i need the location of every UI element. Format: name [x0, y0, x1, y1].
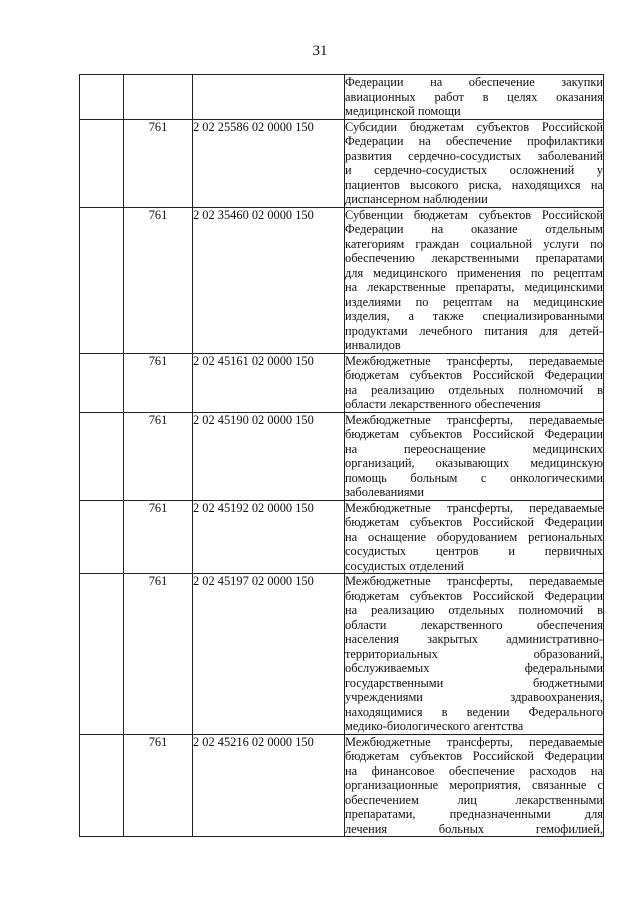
text-line: диспансерном наблюдении	[345, 192, 488, 206]
table-row	[80, 353, 604, 412]
empty-cell	[80, 574, 124, 735]
text-line: Межбюджетные трансферты, передаваемые	[345, 734, 603, 749]
text-line: бюджетам субъектов Российской Федерации	[345, 368, 603, 382]
text-line: бюджетам субъектов Российской Федерации	[345, 588, 603, 603]
text-line: препаратами, предназначенными для	[345, 807, 603, 821]
text-line: медицинской помощи	[345, 104, 461, 118]
text-line: заболеваниями	[345, 485, 425, 499]
text-line: изделиями по рецептам на медицинские	[345, 294, 603, 309]
text-line: государственными бюджетными	[345, 675, 603, 690]
revenue-code-cell: 2 02 25586 02 0000 150	[193, 119, 345, 207]
text-line: находящимися в ведении Федерального	[345, 704, 603, 719]
administrator-code-cell: 761	[124, 500, 193, 574]
text-line: на реализацию отдельных полномочий в	[345, 382, 603, 397]
text-line: бюджетам субъектов Российской Федерации	[345, 749, 603, 763]
revenue-code-cell: 2 02 45197 02 0000 150	[193, 574, 345, 735]
text-line: учреждениями здравоохранения,	[345, 690, 603, 704]
revenue-code-cell	[193, 75, 345, 120]
text-line: изделия, а также специализированными	[345, 309, 603, 323]
text-line: бюджетам субъектов Российской Федерации	[345, 515, 603, 529]
text-line: Федерации на обеспечение профилактики	[345, 134, 603, 148]
empty-cell	[80, 500, 124, 574]
administrator-code-cell: 761	[124, 353, 193, 412]
table-row	[80, 574, 604, 735]
text-line: пациентов высокого риска, находящихся на	[345, 177, 603, 192]
empty-cell	[80, 207, 124, 353]
administrator-code-cell: 761	[124, 119, 193, 207]
empty-cell	[80, 75, 124, 120]
table-row	[80, 75, 604, 120]
revenue-name-cell	[345, 574, 604, 735]
revenue-name-cell	[345, 119, 604, 207]
table-row	[80, 734, 604, 837]
text-line: на реализацию отдельных полномочий в	[345, 603, 603, 617]
page-number: 31	[312, 43, 328, 59]
empty-cell	[80, 734, 124, 837]
administrator-code-cell: 761	[124, 207, 193, 353]
revenue-code-cell: 2 02 45216 02 0000 150	[193, 734, 345, 837]
text-line: Межбюджетные трансферты, передаваемые	[345, 412, 603, 427]
text-line: области лекарственного обеспечения	[345, 397, 541, 411]
revenue-name-cell	[345, 353, 604, 412]
text-line: организационные мероприятия, связанные с	[345, 778, 603, 792]
administrator-code-cell: 761	[124, 734, 193, 837]
text-line: обеспечению лекарственными препаратами	[345, 251, 603, 265]
text-line: Межбюджетные трансферты, передаваемые	[345, 574, 603, 588]
table-row	[80, 207, 604, 353]
text-line: лечения больных гемофилией,	[345, 821, 603, 836]
empty-cell	[80, 353, 124, 412]
text-line: сосудистых отделений	[345, 558, 464, 573]
text-line: территориальных образований,	[345, 646, 603, 661]
table-body	[80, 75, 604, 837]
administrator-code-cell	[124, 75, 193, 120]
text-line: Федерации на обеспечение закупки	[345, 75, 603, 89]
text-line: бюджетам субъектов Российской Федерации	[345, 427, 603, 441]
revenue-code-cell: 2 02 45190 02 0000 150	[193, 412, 345, 500]
text-line: инвалидов	[345, 338, 401, 352]
text-line: Межбюджетные трансферты, передаваемые	[345, 353, 603, 368]
revenue-code-cell: 2 02 45192 02 0000 150	[193, 500, 345, 574]
text-line: обслуживаемых федеральными	[345, 661, 603, 675]
text-line: Субсидии бюджетам субъектов Российской	[345, 119, 603, 134]
administrator-code-cell: 761	[124, 574, 193, 735]
text-line: развития сердечно-сосудистых заболеваний	[345, 148, 603, 163]
table-row	[80, 412, 604, 500]
revenue-name-cell	[345, 207, 604, 353]
administrator-code-cell: 761	[124, 412, 193, 500]
revenue-name-cell	[345, 734, 604, 837]
revenue-name-cell	[345, 500, 604, 574]
text-line: на лекарственные препараты, медицинскими	[345, 280, 603, 294]
table-row	[80, 119, 604, 207]
text-line: для медицинского применения по рецептам	[345, 265, 603, 280]
text-line: авиационных работ в целях оказания	[345, 89, 603, 104]
text-line: продуктами лечебного питания для детей-	[345, 323, 603, 338]
empty-cell	[80, 119, 124, 207]
revenue-name-cell	[345, 75, 604, 120]
text-line: на переоснащение медицинских	[345, 441, 603, 456]
text-line: Субвенции бюджетам субъектов Российской	[345, 207, 603, 222]
text-line: населения закрытых административно-	[345, 632, 603, 646]
text-line: сосудистых центров и первичных	[345, 544, 603, 558]
table-row	[80, 500, 604, 574]
revenue-name-cell	[345, 412, 604, 500]
text-line: категориям граждан социальной услуги по	[345, 236, 603, 251]
text-line: организаций, оказывающих медицинскую	[345, 456, 603, 470]
empty-cell	[80, 412, 124, 500]
text-line: на оснащение оборудованием региональных	[345, 529, 603, 544]
text-line: Межбюджетные трансферты, передаваемые	[345, 500, 603, 515]
text-line: обеспечением лиц лекарственными	[345, 792, 603, 807]
revenue-code-cell: 2 02 35460 02 0000 150	[193, 207, 345, 353]
text-line: медико-биологического агентства	[345, 719, 524, 733]
text-line: Федерации на оказание отдельным	[345, 222, 603, 236]
revenue-code-cell: 2 02 45161 02 0000 150	[193, 353, 345, 412]
text-line: на финансовое обеспечение расходов на	[345, 763, 603, 778]
text-line: и сердечно-сосудистых осложнений у	[345, 163, 603, 177]
text-line: области лекарственного обеспечения	[345, 617, 603, 632]
budget-revenue-table	[79, 74, 604, 837]
text-line: помощь больным с онкологическими	[345, 470, 603, 485]
